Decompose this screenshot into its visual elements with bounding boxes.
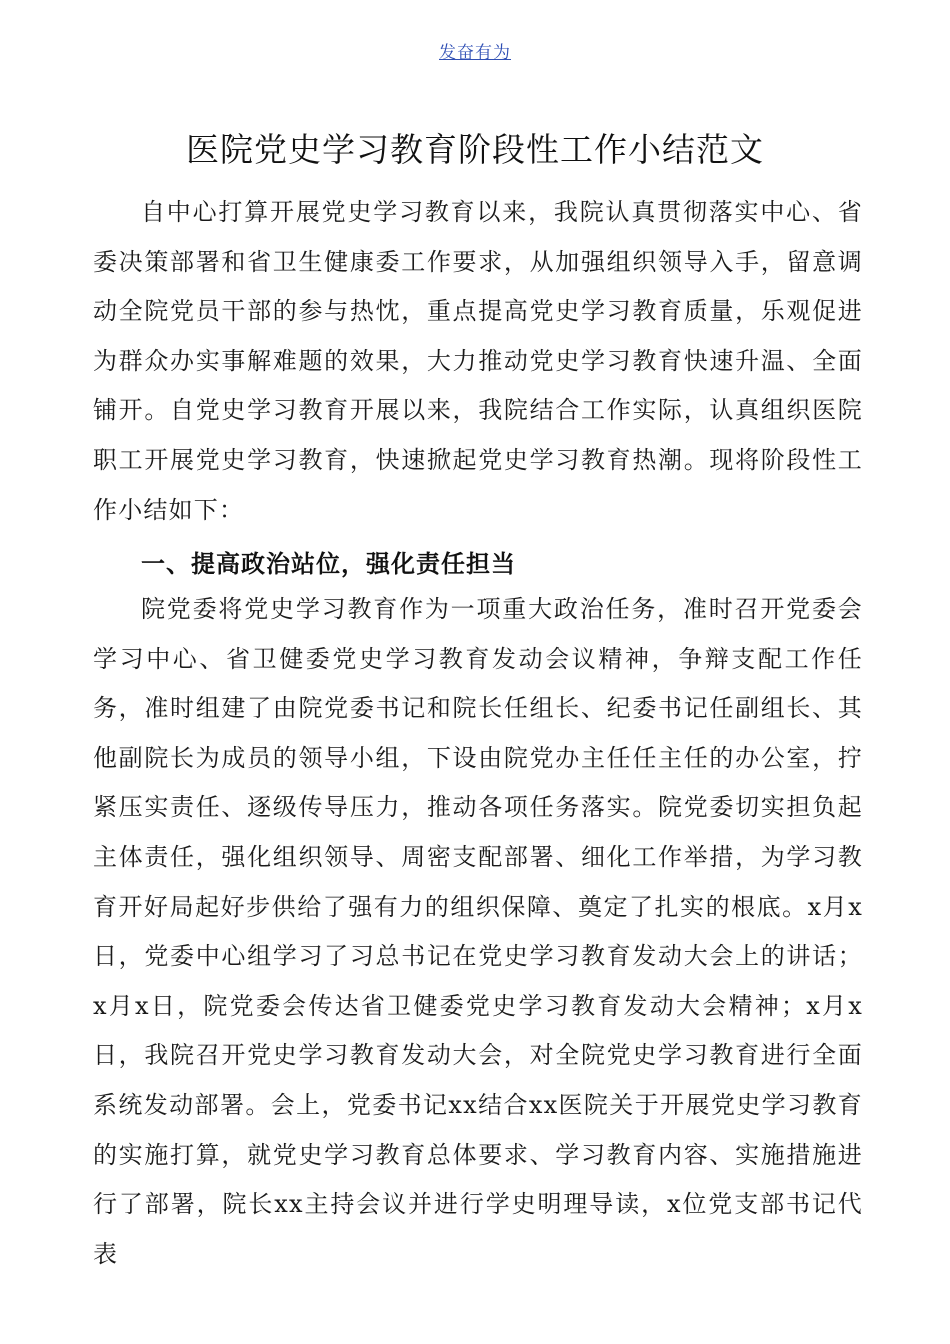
header-link[interactable]: 发奋有为 [439, 43, 511, 63]
section-heading-1: 一、提高政治站位，强化责任担当 [141, 550, 516, 578]
document-title: 医院党史学习教育阶段性工作小结范文 [186, 130, 764, 169]
paragraph-intro: 自中心打算开展党史学习教育以来，我院认真贯彻落实中心、省委决策部署和省卫生健康委工作要求，从加强组织领导入手，留意调动全院党员干部的参与热忱，重点提高党史学习教育质量，乐观促进为群众办实事解难题的效果，大力推动党史学习教育快速升温、全面铺开。自党史学习教育开展以来，我院结合工作实际，认真组织医院职工开展党史学习教育，快速掀起党史学习教育热潮。现将阶段性工作小结如下： [93, 198, 863, 524]
paragraph-section-1: 院党委将党史学习教育作为一项重大政治任务，准时召开党委会学习中心、省卫健委党史学习教育发动会议精神，争辩支配工作任务，准时组建了由院党委书记和院长任组长、纪委书记任副组长、其他副院长为成员的领导小组，下设由院党办主任任主任的办公室，拧紧压实责任、逐级传导压力，推动各项任务落实。院党委切实担负起主体责任，强化组织领导、周密支配部署、细化工作举措，为学习教育开好局起好步供给了强有力的组织保障、奠定了扎实的根底。x月x日，党委中心组学习了习总书记在党史学习教育发动大会上的讲话；x月x日，院党委会传达省卫健委党史学习教育发动大会精神；x月x日，我院召开党史学习教育发动大会，对全院党史学习教育进行全面系统发动部署。会上，党委书记xx结合xx医院关于开展党史学习教育的实施打算，就党史学习教育总体要求、学习教育内容、实施措施进行了部署，院长xx主持会议并进行学史明理导读，x位党支部书记代表 [93, 595, 863, 1268]
